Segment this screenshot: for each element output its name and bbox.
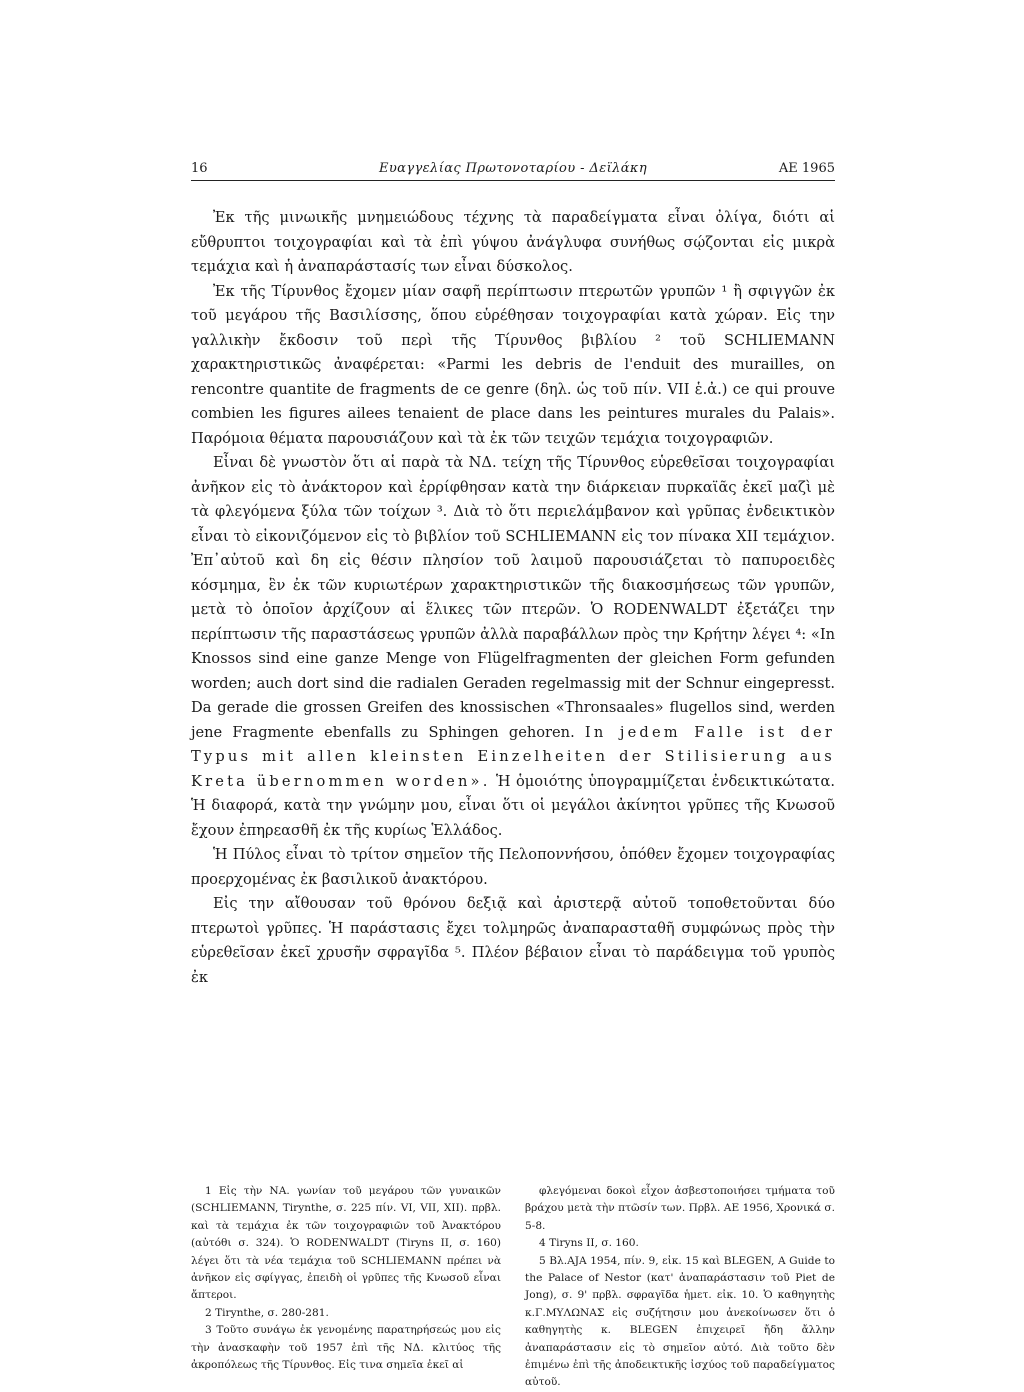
paragraph-text: Εἶναι δὲ γνωστὸν ὅτι αἱ παρὰ τὰ ΝΔ. τείχη τῆς Τίρυνθος εὑρεθεῖσαι τοιχογραφίαι ἀνῆκον εἰς τὸ ἀνάκτορον καὶ ἐρρίφθησαν κατὰ την διάρκειαν πυρκαϊᾶς ἐκεῖ μαζὶ μὲ τὰ φλεγόμενα ξύλα τῶν τοίχων ³. Διὰ τὸ ὅτι περιελάμβανον καὶ γρῦπας ἐνδεικτικὸν εἶναι τὸ εἰκονιζόμενον εἰς τὸ βιβλίον τοῦ SCHLIEMANN εἰς τον πίνακα XII τεμάχιον. Ἐπ᾽αὐτοῦ καὶ δη εἰς θέσιν πλησίον τοῦ λαιμοῦ παρουσιάζεται τὸ παπυροειδὲς κόσμημα, ἓν ἐκ τῶν κυριωτέρων χαρακτηριστικῶν τῆς διακοσμήσεως τῶν γρυπῶν, μετὰ τὸ ὁποῖον ἀρχίζουν αἱ ἕλικες τῶν πτερῶν. Ὁ RODENWALDT ἐξετάζει την περίπτωσιν τῆς παραστάσεως γρυπῶν ἀλλὰ παραβάλλων πρὸς την Κρήτην λέγει ⁴: «In Knossos sind eine ganze Menge von Flügelfragmenten der gleichen Form gefunden worden; auch dort sind die radialen Geraden regelmassig mit der Schnur eingepresst. Da gerade die grossen Greifen des knossischen «Thronsaales» flugellos sind, werden jene Fragmente ebenfalls zu Sphingen gehoren. [191,454,835,741]
paragraph: Ἐκ τῆς μινωικῆς μνημειώδους τέχνης τὰ παραδείγματα εἶναι ὀλίγα, διότι αἱ εὔθρυπτοι τοιχογραφίαι καὶ τὰ ἐπὶ γύψου ἀνάγλυφα συνήθως σῴζονται εἰς μικρὰ τεμάχια καὶ ἡ ἀναπαράστασίς των εἶναι δύσκολος. [191,209,835,275]
footnotes [191,1183,835,1392]
footnote: 1 Εἰς τὴν ΝΑ. γωνίαν τοῦ μεγάρου τῶν γυναικῶν (SCHLIEMANN, Tirynthe, σ. 225 πίν. VI, VII, XII). πρβλ. καὶ τὰ τεμάχια ἐκ τῶν τοιχογραφιῶν τοῦ Ἀνακτόρου (αὐτόθι σ. 324). Ὁ RODENWALDT (Tiryns II, σ. 160) λέγει ὅτι τὰ νέα τεμάχια τοῦ SCHLIEMANN πρέπει νὰ ἀνῆκον εἰς σφίγγας, ἐπειδὴ οἱ γρῦπες τῆς Κνωσοῦ εἶναι ἄπτεροι. [191,1185,501,1302]
paragraph: Εἰς την αἴθουσαν τοῦ θρόνου δεξιᾷ καὶ ἀριστερᾷ αὐτοῦ τοποθετοῦνται δύο πτερωτοὶ γρῦπες. Ἡ παράστασις ἔχει τολμηρῶς ἀναπαρασταθῆ συμφώνως πρὸς τὴν εὑρεθεῖσαν ἐκεῖ χρυσῆν σφραγῖδα ⁵. Πλέον βέβαιον εἶναι τὸ παράδειγμα τοῦ γρυπὸς ἐκ [191,895,835,986]
paragraph [191,451,835,843]
running-title: Ευαγγελίας Πρωτονοταρίου - Δεϊλάκη [378,161,648,176]
footnote: 2 Tirynthe, σ. 280-281. [205,1306,329,1319]
journal-reference: ΑΕ 1965 [778,161,835,176]
main-text [191,206,835,990]
footnote: 4 Tiryns II, σ. 160. [539,1237,639,1250]
page-number: 16 [191,161,208,176]
footnotes-right-column [525,1183,835,1392]
footnote: 5 Βλ.AJA 1954, πίν. 9, εἰκ. 15 καὶ BLEGEN, A Guide to the Palace of Nestor (κατ' ἀναπαράστασιν τοῦ Piet de Jong), σ. 9' πρβλ. σφραγῖδα ἡμετ. εἰκ. 10. Ὁ καθηγητὴς κ.Γ.ΜΥΛΩΝΑΣ εἰς συζήτησιν μου ἀνεκοίνωσεν ὅτι ὁ καθηγητὴς κ. BLEGEN ἐπιχειρεῖ ἤδη ἄλλην ἀναπαράστασιν εἰς τὸ σημεῖον αὐτό. Διὰ τοῦτο δὲν ἐπιμένω ἐπὶ τῆς ἀποδεικτικῆς ἰσχύος τοῦ παραδείγματος αὐτοῦ. [525,1254,835,1389]
footnotes-left-column [191,1183,501,1392]
paragraph: Ἡ Πύλος εἶναι τὸ τρίτον σημεῖον τῆς Πελοποννήσου, ὁπόθεν ἔχομεν τοιχογραφίας προερχομένας ἐκ βασιλικοῦ ἀνακτόρου. [191,846,835,888]
footnote: φλεγόμεναι δοκοὶ εἶχον ἀσβεστοποιήσει τμήματα τοῦ βράχου μετὰ τὴν πτῶσίν των. Πρβλ. ΑΕ 1956, Χρονικά σ. 5-8. [525,1185,835,1232]
page-header [191,160,835,181]
paragraph: Ἐκ τῆς Τίρυνθος ἔχομεν μίαν σαφῆ περίπτωσιν πτερωτῶν γρυπῶν ¹ ἢ σφιγγῶν ἐκ τοῦ μεγάρου τῆς Βασιλίσσης, ὅπου εὑρέθησαν τοιχογραφίαι κατὰ χώραν. Εἰς την γαλλικὴν ἔκδοσιν τοῦ περὶ τῆς Τίρυνθος βιβλίου ² τοῦ SCHLIEMANN χαρακτηριστικῶς ἀναφέρεται: «Parmi les debris de l'enduit des murailles, on rencontre quantite de fragments de ce genre (δηλ. ὡς τοῦ πίν. VII ἑ.ἀ.) ce qui prouve combien les figures ailees tenaient de place dans les peintures murales du Palais». Παρόμοια θέματα παρουσιάζουν καὶ τὰ ἐκ τῶν τειχῶν τεμάχια τοιχογραφιῶν. [191,282,835,447]
spaced-quote: In jedem Falle ist der Typus mit allen kleinsten Einzelheiten der Stilisierung aus Kreta übernommen worden». [191,723,835,790]
paragraph-text: Ἡ ὁμοιότης ὑπογραμμίζεται ἐνδεικτικώτατα. Ἡ διαφορά, κατὰ την γνώμην μου, εἶναι ὅτι οἱ μεγάλοι ἀκίνητοι γρῦπες τῆς Κνωσοῦ ἔχουν ἐπηρεασθῆ ἐκ τῆς κυρίως Ἑλλάδος. [191,772,835,839]
footnote: 3 Τοῦτο συνάγω ἐκ γενομένης παρατηρήσεώς μου εἰς τὴν ἀνασκαφὴν τοῦ 1957 ἐπὶ τῆς ΝΔ. κλιτύος τῆς ἀκροπόλεως τῆς Τίρυνθος. Εἰς τινα σημεῖα ἐκεῖ αἱ [191,1324,501,1372]
